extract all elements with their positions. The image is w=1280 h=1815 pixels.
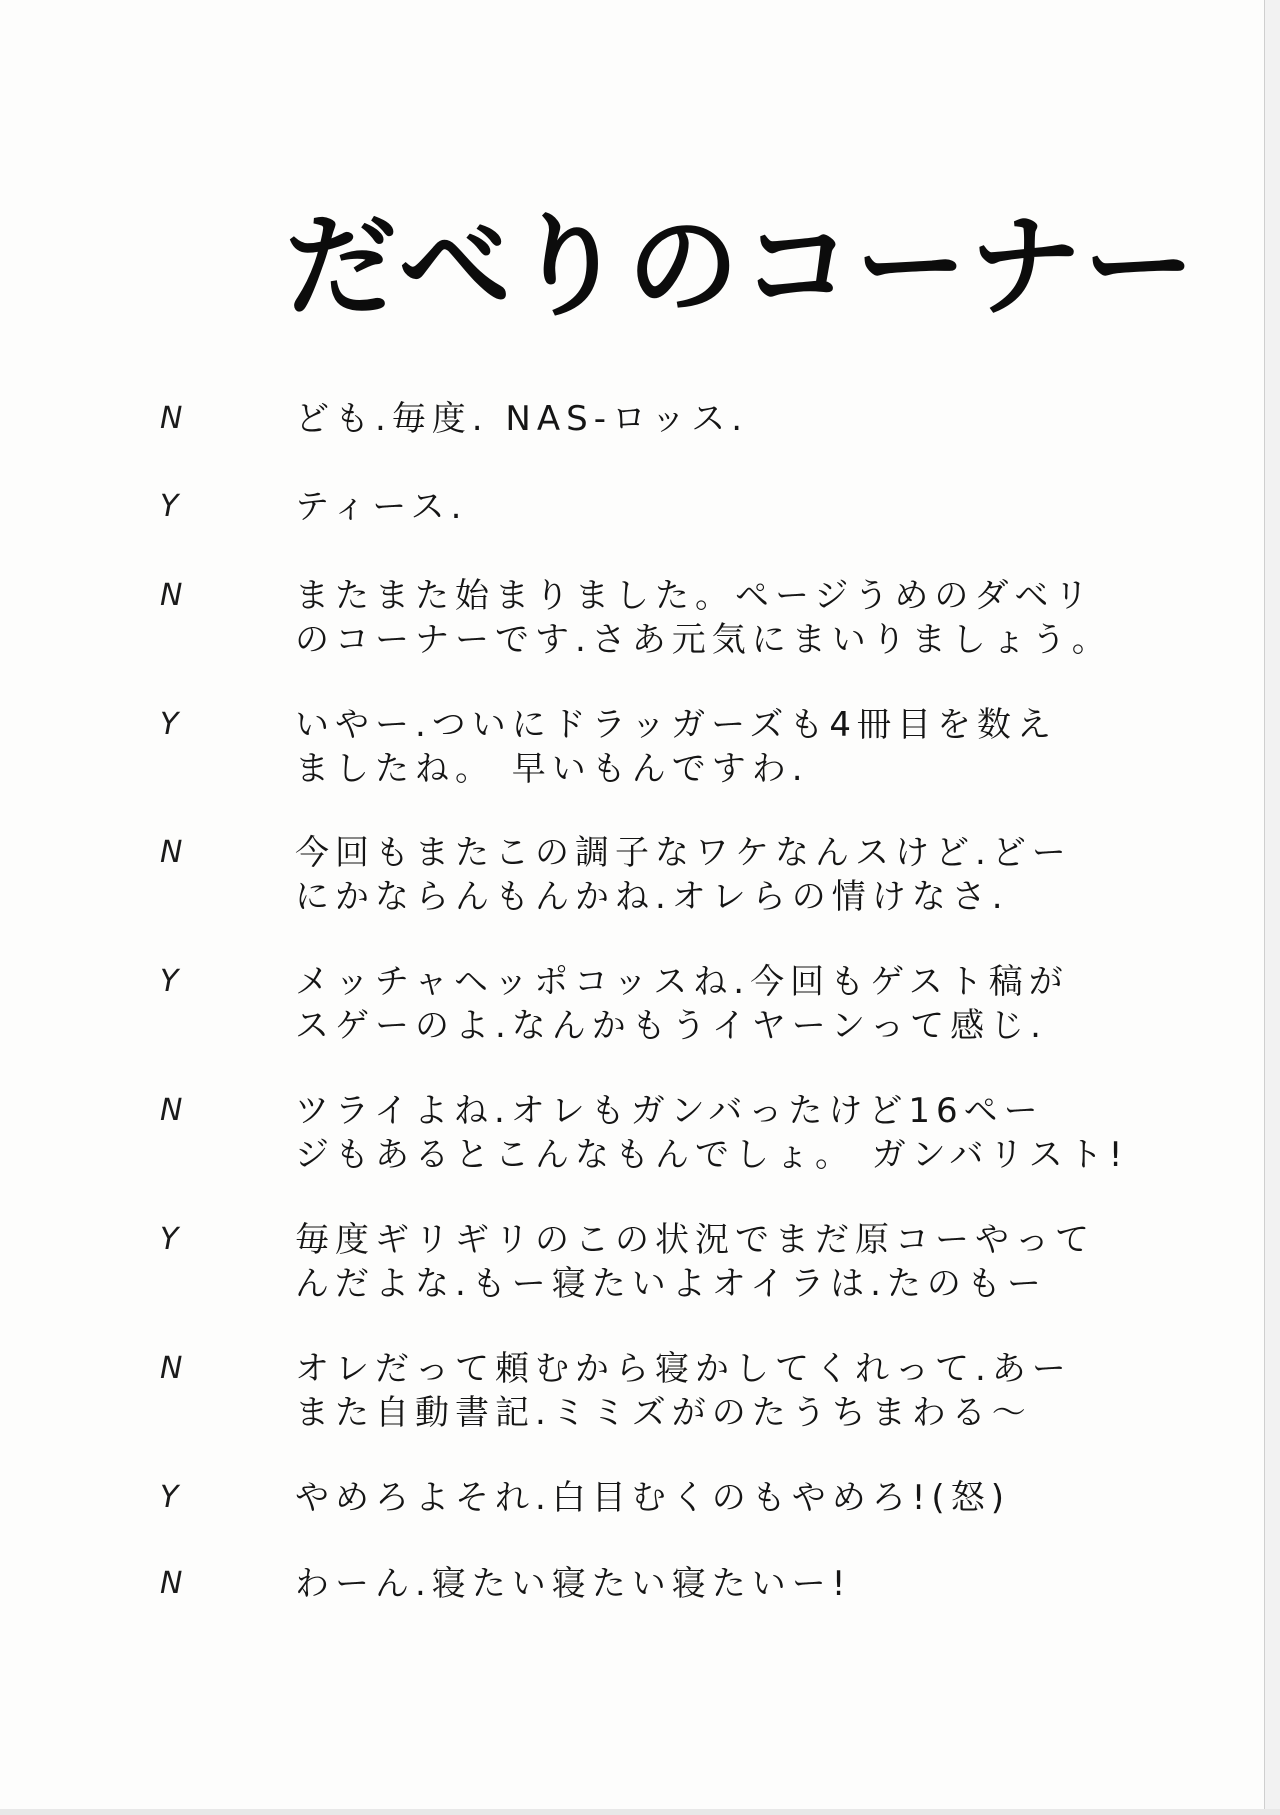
page-title: だべりのコーナー (285, 201, 1197, 332)
dialogue-line: ましたね。 早いもんですわ. (295, 749, 809, 789)
dialogue-line: わーん.寝たい寝たい寝たいー! (295, 1564, 852, 1604)
speaker-label: N (160, 1093, 183, 1128)
speaker-label: Y (160, 489, 179, 524)
speaker-label: Y (160, 707, 179, 742)
dialogue-line: にかならんもんかね.オレらの情けなさ. (295, 877, 1009, 917)
dialogue-text (295, 831, 1175, 919)
dialogue-text (295, 960, 1175, 1048)
dialogue-text (295, 1089, 1175, 1177)
dialogue-line: ジもあるとこんなもんでしょ。 ガンバリスト! (295, 1135, 1129, 1175)
speaker-label: N (160, 1566, 183, 1601)
dialogue-text (295, 1562, 1175, 1606)
dialogue-text (295, 574, 1175, 662)
speaker-label: Y (160, 1222, 179, 1257)
dialogue-line: んだよな.もー寝たいよオイラは.たのもー (295, 1264, 1047, 1304)
page-edge (1264, 0, 1280, 1815)
dialogue-line: やめろよそれ.白目むくのもやめろ!(怒) (295, 1478, 1010, 1518)
dialogue-line: また自動書記.ミミズがのたうちまわる〜 (295, 1393, 1032, 1433)
page-bottom-edge (0, 1809, 1280, 1815)
dialogue-line: スゲーのよ.なんかもうイヤーンって感じ. (295, 1006, 1047, 1046)
dialogue-line: ティース. (295, 487, 468, 527)
dialogue-text (295, 703, 1175, 791)
speaker-label: N (160, 1351, 183, 1386)
speaker-label: N (160, 835, 183, 870)
dialogue-text (295, 485, 1175, 529)
dialogue-line: 毎度ギリギリのこの状況でまだ原コーやって (295, 1220, 1095, 1260)
dialogue-line: オレだって頼むから寝かしてくれって.あー (295, 1349, 1072, 1389)
dialogue-text (295, 397, 1175, 441)
speaker-label: Y (160, 1480, 179, 1515)
dialogue-text (295, 1476, 1175, 1520)
speaker-label: N (160, 401, 183, 436)
dialogue-line: いやー.ついにドラッガーズも4冊目を数え (295, 705, 1058, 745)
dialogue-line: 今回もまたこの調子なワケなんスけど.どー (295, 833, 1072, 873)
dialogue-line: ツライよね.オレもガンバったけど16ペー (295, 1091, 1044, 1131)
speaker-label: Y (160, 964, 179, 999)
dialogue-line: またまた始まりました。ページうめのダベリ (295, 576, 1095, 616)
speaker-label: N (160, 578, 183, 613)
dialogue-text (295, 1347, 1175, 1435)
dialogue-line: のコーナーです.さあ元気にまいりましょう。 (295, 620, 1112, 660)
dialogue-line: ども.毎度. NAS-ロッス. (295, 399, 749, 439)
dialogue-text (295, 1218, 1175, 1306)
dialogue-line: メッチャヘッポコッスね.今回もゲスト稿が (295, 962, 1069, 1002)
